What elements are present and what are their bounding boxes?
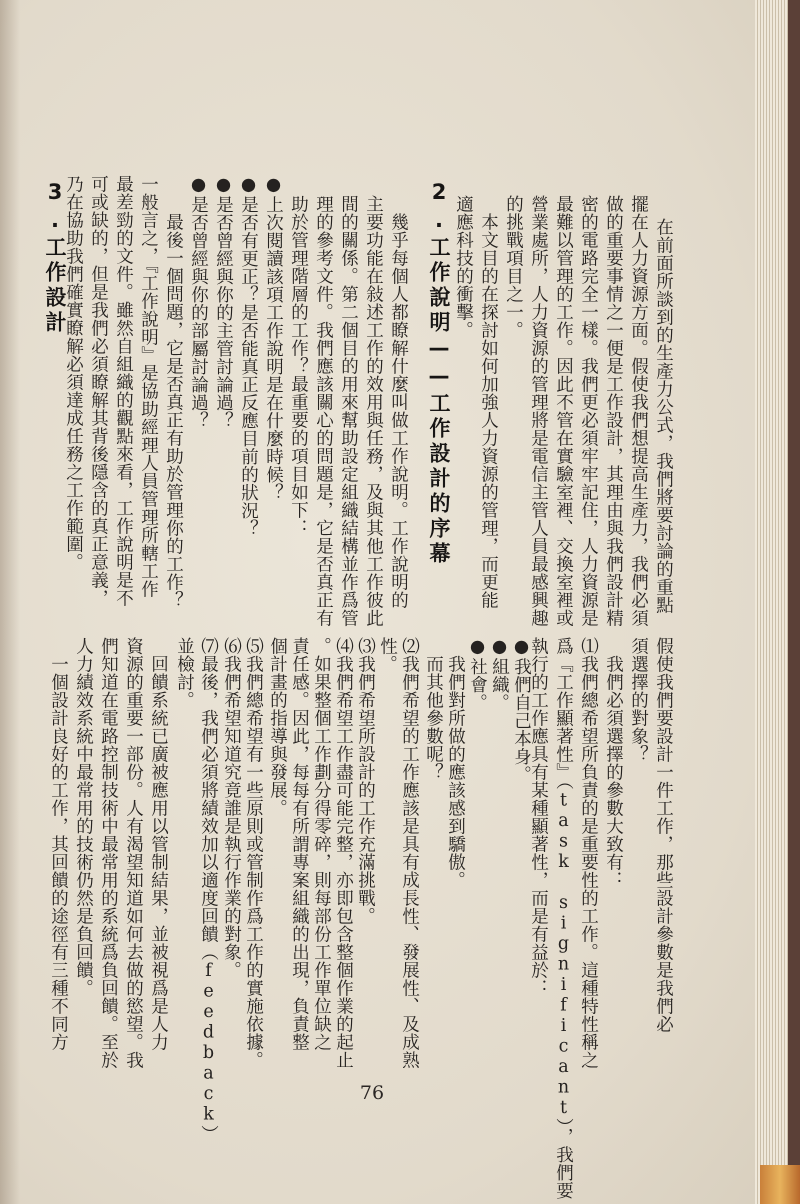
lower-column: 一個設計良好的工作，其回饋的途徑有三種不同方 bbox=[48, 637, 69, 1051]
upper-column: 營業處所，人力資源的管理將是電信主管人員最感興趣 bbox=[528, 195, 549, 627]
upper-column: 最後一個問題，它是否真正有助於管理你的工作？ bbox=[163, 195, 184, 609]
lower-column: 資源的重要一部份。人有渴望知道如何去做的慾望。我 bbox=[123, 637, 144, 1069]
upper-column: 可或缺的，但是我們必須瞭解其背後隱含的真正意義， bbox=[88, 175, 109, 607]
lower-column: 並檢討。 bbox=[174, 637, 195, 709]
lower-column: 我們對所做的應該感到驕傲。 bbox=[445, 637, 466, 889]
upper-column: 擺在人力資源方面。假使我們想提高生產力，我們必須 bbox=[628, 195, 649, 627]
upper-column: 密的電路完全一樣。我們更必須牢牢記住，人力資源是 bbox=[578, 195, 599, 627]
lower-column: 執行的工作應具有某種顯著性，而是有益於： bbox=[528, 637, 549, 997]
lower-column: 們知道在電路控制技術中最常用的系統爲負回饋。至於 bbox=[98, 637, 119, 1069]
book-cover-edge bbox=[788, 0, 800, 1204]
bullet-question: ●是否曾經與你的部屬討論過？ bbox=[188, 175, 209, 430]
upper-column: 最差勁的文件。雖然自組織的觀點來看，工作說明是不 bbox=[113, 175, 134, 607]
upper-column: 主要功能在敍述工作的效用與任務，及與其他工作彼此 bbox=[363, 195, 384, 627]
section-title: 工作設計 bbox=[43, 236, 67, 336]
bullet-question: ●是否曾經與你的主管討論過？ bbox=[213, 175, 234, 430]
lower-column: ⑸我們總希望有一些原則或管制作爲工作的實施依據。 bbox=[243, 637, 264, 1069]
lower-column: 責任感。因此，每每有所謂專案組織的出現，負責整 bbox=[289, 637, 310, 1051]
lower-column: ⑶我們希望所設計的工作充滿挑戰。 bbox=[355, 637, 376, 925]
bullet-item: ●組織。 bbox=[489, 637, 510, 712]
lower-column: 爲『工作顯著性』（task significant），我們要 bbox=[553, 637, 574, 1200]
upper-column: 幾乎每個人都瞭解什麼叫做工作說明。工作說明的 bbox=[388, 195, 409, 609]
gilt-page-edge bbox=[760, 1165, 800, 1204]
lower-column: ⑵我們希望的工作應該是具有成長性、發展性、及成熟 bbox=[399, 637, 420, 1069]
upper-column: 最難以管理的工作。因此不管在實驗室裡、交換室裡或 bbox=[553, 195, 574, 627]
section-heading-2 bbox=[424, 180, 454, 567]
lower-column: 性。 bbox=[377, 637, 398, 673]
lower-column: 人力績效系統中最常用的技術仍然是負回饋。 bbox=[73, 637, 94, 997]
section-number: 3. bbox=[43, 180, 67, 236]
section-title: 工作說明——工作設計的序幕 bbox=[427, 236, 451, 567]
upper-column: 本文目的在探討如何加強人力資源的管理，而更能 bbox=[478, 195, 499, 609]
lower-column: 回饋系統已廣被應用以管制結果，並被視爲是人力 bbox=[148, 637, 169, 1051]
spine-shadow bbox=[0, 0, 20, 1204]
upper-column: 一般言之，『工作說明』是協助經理人員管理所轄工作 bbox=[138, 175, 159, 599]
page-number: 76 bbox=[359, 1082, 385, 1104]
upper-column: 做的重要事情之一便是工作設計，其理由與我們設計精 bbox=[603, 195, 624, 627]
lower-column: ⑴我們總希望所負責的是重要性的工作。這種特性稱之 bbox=[578, 637, 599, 1069]
bullet-question: ●是否有更正？是否能真正反應目前的狀況？ bbox=[238, 175, 259, 538]
lower-column: ⑷我們希望工作盡可能完整，亦即包含整個作業的起止 bbox=[333, 637, 354, 1069]
lower-column: 須選擇的對象？ bbox=[628, 637, 649, 763]
upper-column: 間的關係。第二個目的用來幫助設定組織結構並作爲管 bbox=[338, 195, 359, 627]
lower-column: 而其他參數呢？ bbox=[423, 637, 444, 781]
bullet-item: ●社會。 bbox=[467, 637, 488, 712]
lower-column: 假使我們要設計一件工作，那些設計參數是我們必 bbox=[653, 637, 674, 1033]
upper-column: 助於管理階層的工作？最重要的項目如下： bbox=[288, 195, 309, 537]
upper-column: 理的參考文件。我們應該關心的問題是，它是否真正有 bbox=[313, 195, 334, 627]
lower-column: ⑹我們希望知道究竟誰是執行作業的對象。 bbox=[221, 637, 242, 979]
upper-column: 乃在協助我們確實瞭解必須達成任務之工作範圍。 bbox=[63, 175, 84, 571]
upper-column: 的挑戰項目之一。 bbox=[503, 195, 524, 339]
lower-column: 我們必須選擇的參數大致有： bbox=[603, 637, 624, 889]
lower-column: ⑺最後，我們必須將績效加以適度回饋（feedback） bbox=[198, 637, 219, 1143]
section-heading-3 bbox=[40, 180, 70, 336]
bullet-question: ●上次閱讀該項工作說明是在什麼時候？ bbox=[263, 175, 284, 502]
lower-column: 個計畫的指導與發展。 bbox=[267, 637, 288, 817]
upper-column: 在前面所談到的生產力公式，我們將要討論的重點 bbox=[653, 218, 674, 614]
upper-column: 適應科技的衝擊。 bbox=[453, 195, 474, 339]
lower-column: 。如果整個工作劃分得零碎，則每部份工作單位缺之 bbox=[311, 637, 332, 1051]
section-number: 2. bbox=[427, 180, 451, 236]
bullet-item: ●我們自己本身。 bbox=[511, 637, 532, 784]
